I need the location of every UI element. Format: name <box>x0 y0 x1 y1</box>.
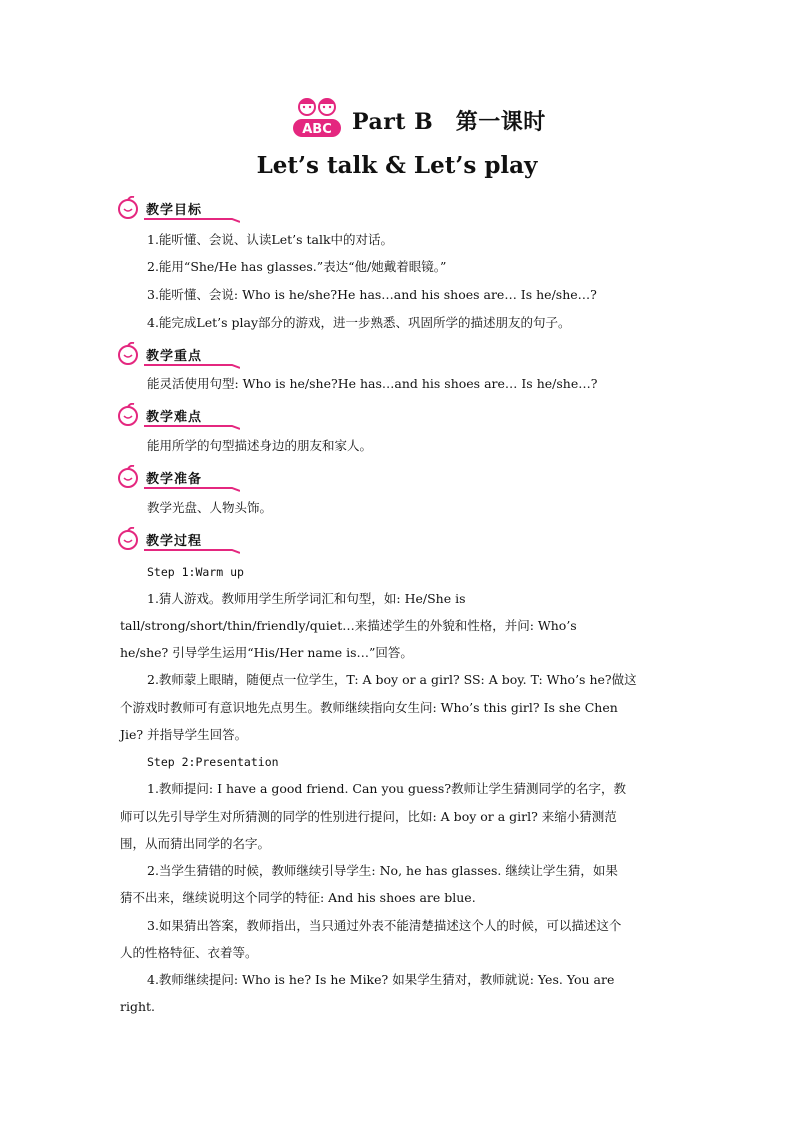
section-header-process <box>116 527 246 553</box>
process-line: 围，从而猜出同学的名字。 <box>120 836 271 851</box>
process-line: right. <box>120 999 156 1014</box>
process-line: 人的性格特征、衣着等。 <box>120 945 258 960</box>
section-title: 教学目标 <box>146 203 203 218</box>
objective-item: 1.能听懂、会说、认读Let’s talk中的对话。 <box>147 232 394 247</box>
objective-item: 4.能完成Let’s play部分的游戏，进一步熟悉、巩固所学的描述朋友的句子。 <box>147 315 571 330</box>
logo-text: ABC <box>302 122 332 137</box>
section-title: 教学重点 <box>146 349 203 364</box>
section-header-objectives <box>116 196 246 222</box>
page-title: Part B 第一课时 <box>352 109 546 135</box>
section-title: 教学难点 <box>146 410 203 425</box>
section-header-key-points <box>116 342 246 368</box>
process-line: 2.教师蒙上眼睛，随便点一位学生，T: A boy or a girl? SS: A boy. T: Who’s he?做这 <box>147 672 637 687</box>
preparation-text: 教学光盘、人物头饰。 <box>147 500 273 515</box>
process-line: 个游戏时教师可有意识地先点男生。教师继续指向女生问: Who’s this girl? Is she Chen <box>120 700 618 715</box>
abc-kids-logo-icon <box>288 97 348 141</box>
objective-item: 2.能用“She/He has glasses.”表达“他/她戴着眼镜。” <box>147 259 447 274</box>
page-subtitle: Let’s talk & Let’s play <box>256 152 538 179</box>
process-line: 2.当学生猜错的时候，教师继续引导学生: No, he has glasses. 继续让学生猜，如果 <box>147 863 618 878</box>
apple-badge-icon <box>116 342 140 366</box>
underline-swoosh-icon <box>144 423 240 430</box>
apple-badge-icon <box>116 196 140 220</box>
title-row <box>0 97 794 141</box>
underline-swoosh-icon <box>144 485 240 492</box>
process-line: 猜不出来，继续说明这个同学的特征: And his shoes are blue. <box>120 890 476 905</box>
underline-swoosh-icon <box>144 216 240 223</box>
apple-badge-icon <box>116 403 140 427</box>
process-line: Step 1:Warm up <box>147 565 244 579</box>
underline-swoosh-icon <box>144 547 240 554</box>
process-line: Jie? 并指导学生回答。 <box>120 727 248 742</box>
process-line: he/she? 引导学生运用“His/Her name is…”回答。 <box>120 645 413 660</box>
section-title: 教学过程 <box>146 534 203 549</box>
apple-badge-icon <box>116 527 140 551</box>
process-line: tall/strong/short/thin/friendly/quiet…来描述学生的外貌和性格，并问: Who’s <box>120 618 577 633</box>
section-header-difficulties <box>116 403 246 429</box>
objective-item: 3.能听懂、会说: Who is he/she?He has…and his shoes are… Is he/she…? <box>147 287 597 302</box>
apple-badge-icon <box>116 465 140 489</box>
section-header-preparation <box>116 465 246 491</box>
underline-swoosh-icon <box>144 362 240 369</box>
process-line: 师可以先引导学生对所猜测的同学的性别进行提问，比如: A boy or a girl? 来缩小猜测范 <box>120 809 617 824</box>
process-line: 1.教师提问: I have a good friend. Can you guess?教师让学生猜测同学的名字，教 <box>147 781 627 796</box>
process-line: Step 2:Presentation <box>147 755 279 769</box>
process-line: 1.猜人游戏。教师用学生所学词汇和句型，如: He/She is <box>147 591 466 606</box>
key-points-text: 能灵活使用句型: Who is he/she?He has…and his shoes are… Is he/she…? <box>147 376 598 391</box>
difficulties-text: 能用所学的句型描述身边的朋友和家人。 <box>147 438 373 453</box>
section-title: 教学准备 <box>146 472 203 487</box>
process-line: 4.教师继续提问: Who is he? Is he Mike? 如果学生猜对，教师就说: Yes. You are <box>147 972 615 987</box>
process-line: 3.如果猜出答案，教师指出，当只通过外表不能清楚描述这个人的时候，可以描述这个 <box>147 918 622 933</box>
